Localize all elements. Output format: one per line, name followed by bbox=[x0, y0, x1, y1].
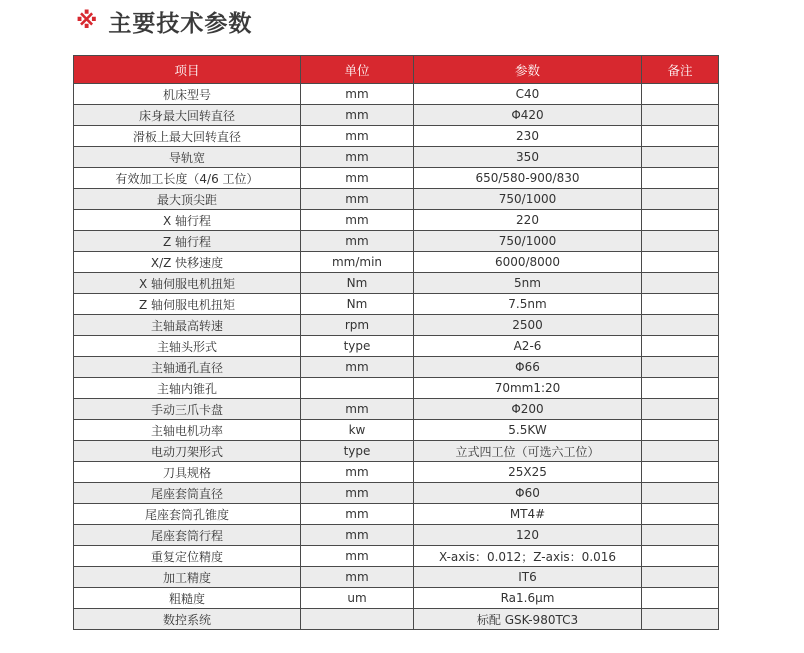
cell-item: Z 轴伺服电机扭矩 bbox=[74, 294, 301, 315]
cell-item: 主轴内锥孔 bbox=[74, 378, 301, 399]
cell-note bbox=[642, 609, 719, 630]
table-row bbox=[74, 315, 719, 336]
table-row bbox=[74, 126, 719, 147]
cell-item: X 轴伺服电机扭矩 bbox=[74, 273, 301, 294]
cell-value: 立式四工位（可选六工位） bbox=[414, 441, 642, 462]
table-row bbox=[74, 504, 719, 525]
cell-unit: mm bbox=[301, 483, 414, 504]
cell-value: 230 bbox=[414, 126, 642, 147]
cell-item: 床身最大回转直径 bbox=[74, 105, 301, 126]
table-row bbox=[74, 294, 719, 315]
cell-item: 手动三爪卡盘 bbox=[74, 399, 301, 420]
cell-unit: mm bbox=[301, 126, 414, 147]
cell-note bbox=[642, 567, 719, 588]
cell-item: 主轴最高转速 bbox=[74, 315, 301, 336]
table-row bbox=[74, 168, 719, 189]
cell-item: 主轴头形式 bbox=[74, 336, 301, 357]
cell-unit: mm bbox=[301, 105, 414, 126]
cell-item: Z 轴行程 bbox=[74, 231, 301, 252]
table-row bbox=[74, 462, 719, 483]
cell-unit: mm bbox=[301, 357, 414, 378]
cell-unit: mm bbox=[301, 231, 414, 252]
cell-value: X-axis：0.012；Z-axis：0.016 bbox=[414, 546, 642, 567]
table-row bbox=[74, 273, 719, 294]
cell-value: MT4# bbox=[414, 504, 642, 525]
cell-item: 重复定位精度 bbox=[74, 546, 301, 567]
cell-item: 尾座套筒孔锥度 bbox=[74, 504, 301, 525]
cell-note bbox=[642, 315, 719, 336]
spec-table bbox=[73, 55, 719, 630]
cell-unit: mm bbox=[301, 504, 414, 525]
cell-item: 数控系统 bbox=[74, 609, 301, 630]
cell-value: 标配 GSK-980TC3 bbox=[414, 609, 642, 630]
table-row bbox=[74, 252, 719, 273]
cell-unit: um bbox=[301, 588, 414, 609]
cell-unit: Nm bbox=[301, 273, 414, 294]
table-row bbox=[74, 336, 719, 357]
cell-unit bbox=[301, 378, 414, 399]
cell-value: Φ420 bbox=[414, 105, 642, 126]
cell-unit: mm bbox=[301, 567, 414, 588]
cell-note bbox=[642, 546, 719, 567]
cell-value: 5.5KW bbox=[414, 420, 642, 441]
cell-value: 2500 bbox=[414, 315, 642, 336]
cell-unit: rpm bbox=[301, 315, 414, 336]
section-heading bbox=[76, 6, 252, 36]
cell-item: 尾座套筒直径 bbox=[74, 483, 301, 504]
table-body bbox=[74, 84, 719, 630]
table-row bbox=[74, 105, 719, 126]
cell-unit: mm bbox=[301, 84, 414, 105]
cell-unit: kw bbox=[301, 420, 414, 441]
cell-unit: mm bbox=[301, 462, 414, 483]
table-row bbox=[74, 147, 719, 168]
cell-unit: Nm bbox=[301, 294, 414, 315]
cell-note bbox=[642, 399, 719, 420]
cell-value: IT6 bbox=[414, 567, 642, 588]
cell-value: 5nm bbox=[414, 273, 642, 294]
table-row bbox=[74, 567, 719, 588]
cell-item: X 轴行程 bbox=[74, 210, 301, 231]
table-row bbox=[74, 588, 719, 609]
cell-value: 750/1000 bbox=[414, 189, 642, 210]
cell-unit: mm/min bbox=[301, 252, 414, 273]
cell-value: 25X25 bbox=[414, 462, 642, 483]
cell-value: 750/1000 bbox=[414, 231, 642, 252]
table-row bbox=[74, 483, 719, 504]
cell-item: 最大顶尖距 bbox=[74, 189, 301, 210]
cell-unit: mm bbox=[301, 189, 414, 210]
cell-note bbox=[642, 273, 719, 294]
cell-unit: mm bbox=[301, 546, 414, 567]
cell-note bbox=[642, 588, 719, 609]
cell-note bbox=[642, 147, 719, 168]
cell-value: 350 bbox=[414, 147, 642, 168]
cell-note bbox=[642, 525, 719, 546]
cell-item: 机床型号 bbox=[74, 84, 301, 105]
cell-note bbox=[642, 441, 719, 462]
table-row bbox=[74, 525, 719, 546]
table-row bbox=[74, 399, 719, 420]
cell-value: 6000/8000 bbox=[414, 252, 642, 273]
cell-note bbox=[642, 336, 719, 357]
cell-value: Φ200 bbox=[414, 399, 642, 420]
cell-unit: type bbox=[301, 336, 414, 357]
table-row bbox=[74, 210, 719, 231]
table-row bbox=[74, 378, 719, 399]
cell-item: 尾座套筒行程 bbox=[74, 525, 301, 546]
cell-item: 主轴电机功率 bbox=[74, 420, 301, 441]
table-row bbox=[74, 420, 719, 441]
cell-item: 导轨宽 bbox=[74, 147, 301, 168]
cell-item: 主轴通孔直径 bbox=[74, 357, 301, 378]
cell-unit: mm bbox=[301, 525, 414, 546]
cell-note bbox=[642, 357, 719, 378]
cell-value: Φ66 bbox=[414, 357, 642, 378]
cell-note bbox=[642, 126, 719, 147]
cell-unit: mm bbox=[301, 168, 414, 189]
cell-note bbox=[642, 504, 719, 525]
header-note: 备注 bbox=[642, 56, 719, 84]
cell-item: 粗糙度 bbox=[74, 588, 301, 609]
cell-item: 刀具规格 bbox=[74, 462, 301, 483]
cell-value: 220 bbox=[414, 210, 642, 231]
table-row bbox=[74, 189, 719, 210]
cell-note bbox=[642, 252, 719, 273]
table-row bbox=[74, 231, 719, 252]
cell-note bbox=[642, 189, 719, 210]
cell-value: A2-6 bbox=[414, 336, 642, 357]
cell-value: C40 bbox=[414, 84, 642, 105]
table-row bbox=[74, 609, 719, 630]
cell-note bbox=[642, 420, 719, 441]
cell-item: 加工精度 bbox=[74, 567, 301, 588]
reference-mark-icon: ※ bbox=[76, 8, 99, 34]
cell-unit: mm bbox=[301, 210, 414, 231]
table-row bbox=[74, 546, 719, 567]
cell-value: 7.5nm bbox=[414, 294, 642, 315]
cell-value: Φ60 bbox=[414, 483, 642, 504]
cell-note bbox=[642, 231, 719, 252]
header-item: 项目 bbox=[74, 56, 301, 84]
cell-value: Ra1.6μm bbox=[414, 588, 642, 609]
cell-value: 120 bbox=[414, 525, 642, 546]
cell-value: 70mm1:20 bbox=[414, 378, 642, 399]
header-value: 参数 bbox=[414, 56, 642, 84]
cell-note bbox=[642, 210, 719, 231]
cell-note bbox=[642, 378, 719, 399]
cell-unit: mm bbox=[301, 399, 414, 420]
cell-item: X/Z 快移速度 bbox=[74, 252, 301, 273]
cell-note bbox=[642, 462, 719, 483]
cell-note bbox=[642, 483, 719, 504]
cell-item: 电动刀架形式 bbox=[74, 441, 301, 462]
cell-note bbox=[642, 168, 719, 189]
table-row bbox=[74, 357, 719, 378]
cell-unit: mm bbox=[301, 147, 414, 168]
table-row bbox=[74, 441, 719, 462]
section-title: 主要技术参数 bbox=[108, 10, 253, 37]
table-header bbox=[74, 56, 719, 84]
cell-note bbox=[642, 84, 719, 105]
header-unit: 单位 bbox=[301, 56, 414, 84]
cell-item: 滑板上最大回转直径 bbox=[74, 126, 301, 147]
cell-note bbox=[642, 105, 719, 126]
cell-note bbox=[642, 294, 719, 315]
table-row bbox=[74, 84, 719, 105]
cell-item: 有效加工长度（4/6 工位） bbox=[74, 168, 301, 189]
cell-unit bbox=[301, 609, 414, 630]
header-row bbox=[74, 56, 719, 84]
cell-unit: type bbox=[301, 441, 414, 462]
cell-value: 650/580-900/830 bbox=[414, 168, 642, 189]
